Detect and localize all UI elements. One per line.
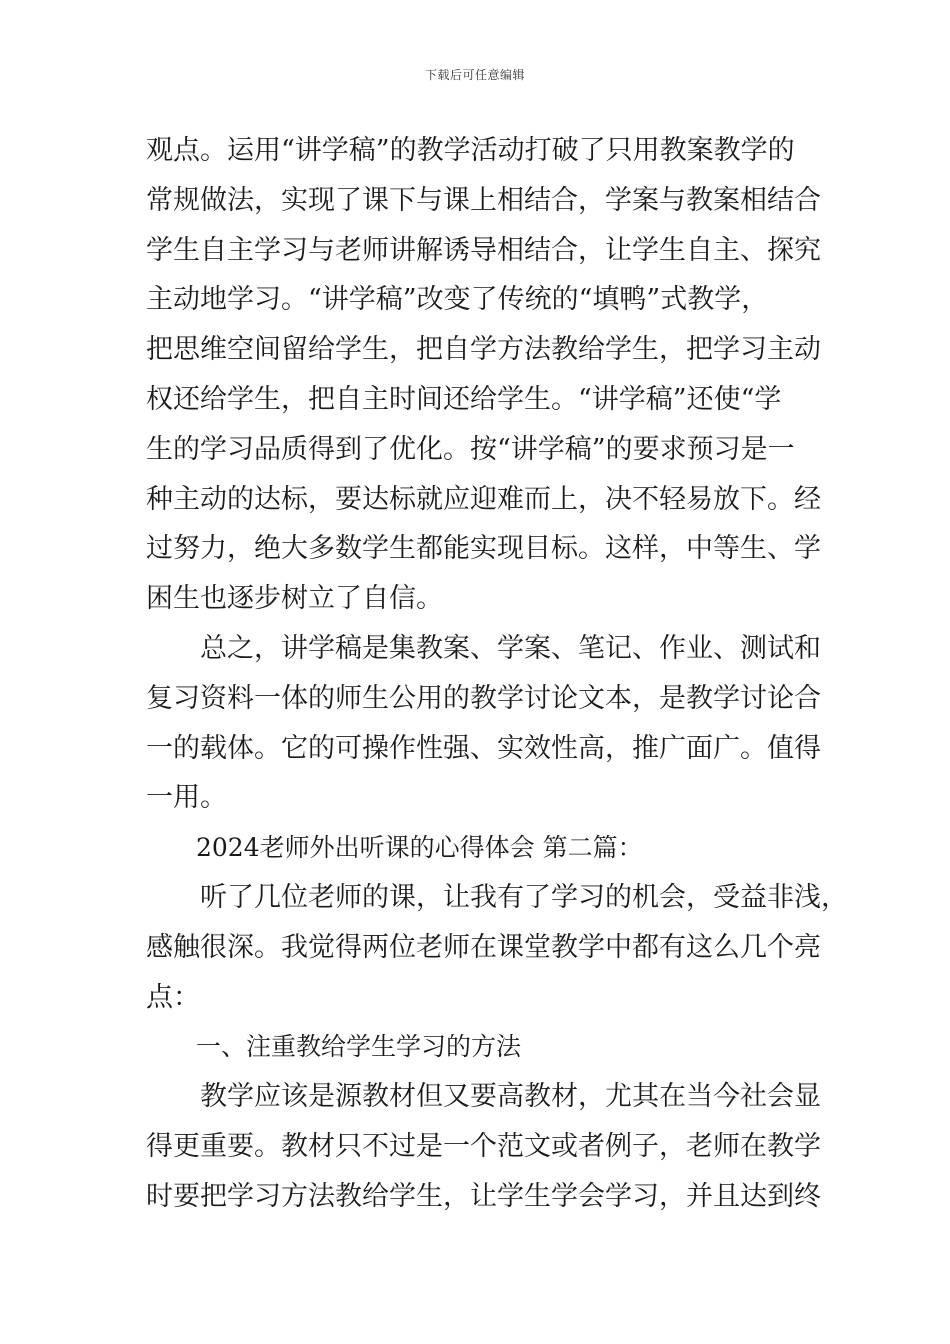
paragraph-first-line: 教学应该是源教材但又要高教材，尤其在当今社会显 xyxy=(200,1081,821,1113)
section-title: 2024老师外出听课的心得体会 第二篇： xyxy=(196,833,643,863)
text-line: 一的载体。它的可操作性强、实效性高，推广面广。值得 xyxy=(146,732,821,764)
text-line: 观点。运用“讲学稿”的教学活动打破了只用教案教学的 xyxy=(146,135,795,166)
text-line: 复习资料一体的师生公用的教学讨论文本，是教学讨论合 xyxy=(146,682,821,714)
text-line: 把思维空间留给学生，把自学方法教给学生，把学习主动 xyxy=(146,334,821,366)
paragraph-first-line: 总之，讲学稿是集教案、学案、笔记、作业、测试和 xyxy=(200,632,821,664)
text-line: 权还给学生，把自主时间还给学生。“讲学稿”还使“学 xyxy=(146,383,782,415)
text-line: 生的学习品质得到了优化。按“讲学稿”的要求预习是一 xyxy=(146,433,795,465)
text-line: 种主动的达标，要达标就应迎难而上，决不轻易放下。经 xyxy=(146,483,821,515)
subsection-heading: 一、注重教给学生学习的方法 xyxy=(196,1032,522,1062)
text-line: 得更重要。教材只不过是一个范文或者例子，老师在教学 xyxy=(146,1130,821,1162)
text-line: 主动地学习。“讲学稿”改变了传统的“填鸭”式教学， xyxy=(146,284,769,316)
paragraph-first-line: 听了几位老师的课，让我有了学习的机会，受益非浅， xyxy=(200,881,848,913)
text-line: 感触很深。我觉得两位老师在课堂教学中都有这么几个亮 xyxy=(146,931,821,963)
text-line: 过努力，绝大多数学生都能实现目标。这样，中等生、学 xyxy=(146,533,821,565)
document-body xyxy=(146,126,848,1222)
page-header: 下载后可任意编辑 xyxy=(424,68,525,82)
text-line: 学生自主学习与老师讲解诱导相结合，让学生自主、探究 xyxy=(146,234,821,266)
text-line: 时要把学习方法教给学生，让学生学会学习，并且达到终 xyxy=(146,1180,821,1212)
text-line: 点： xyxy=(146,981,200,1013)
text-line: 一用。 xyxy=(146,782,227,814)
text-line: 困生也逐步树立了自信。 xyxy=(146,583,443,615)
text-line: 常规做法，实现了课下与课上相结合，学案与教案相结合 xyxy=(146,184,821,216)
